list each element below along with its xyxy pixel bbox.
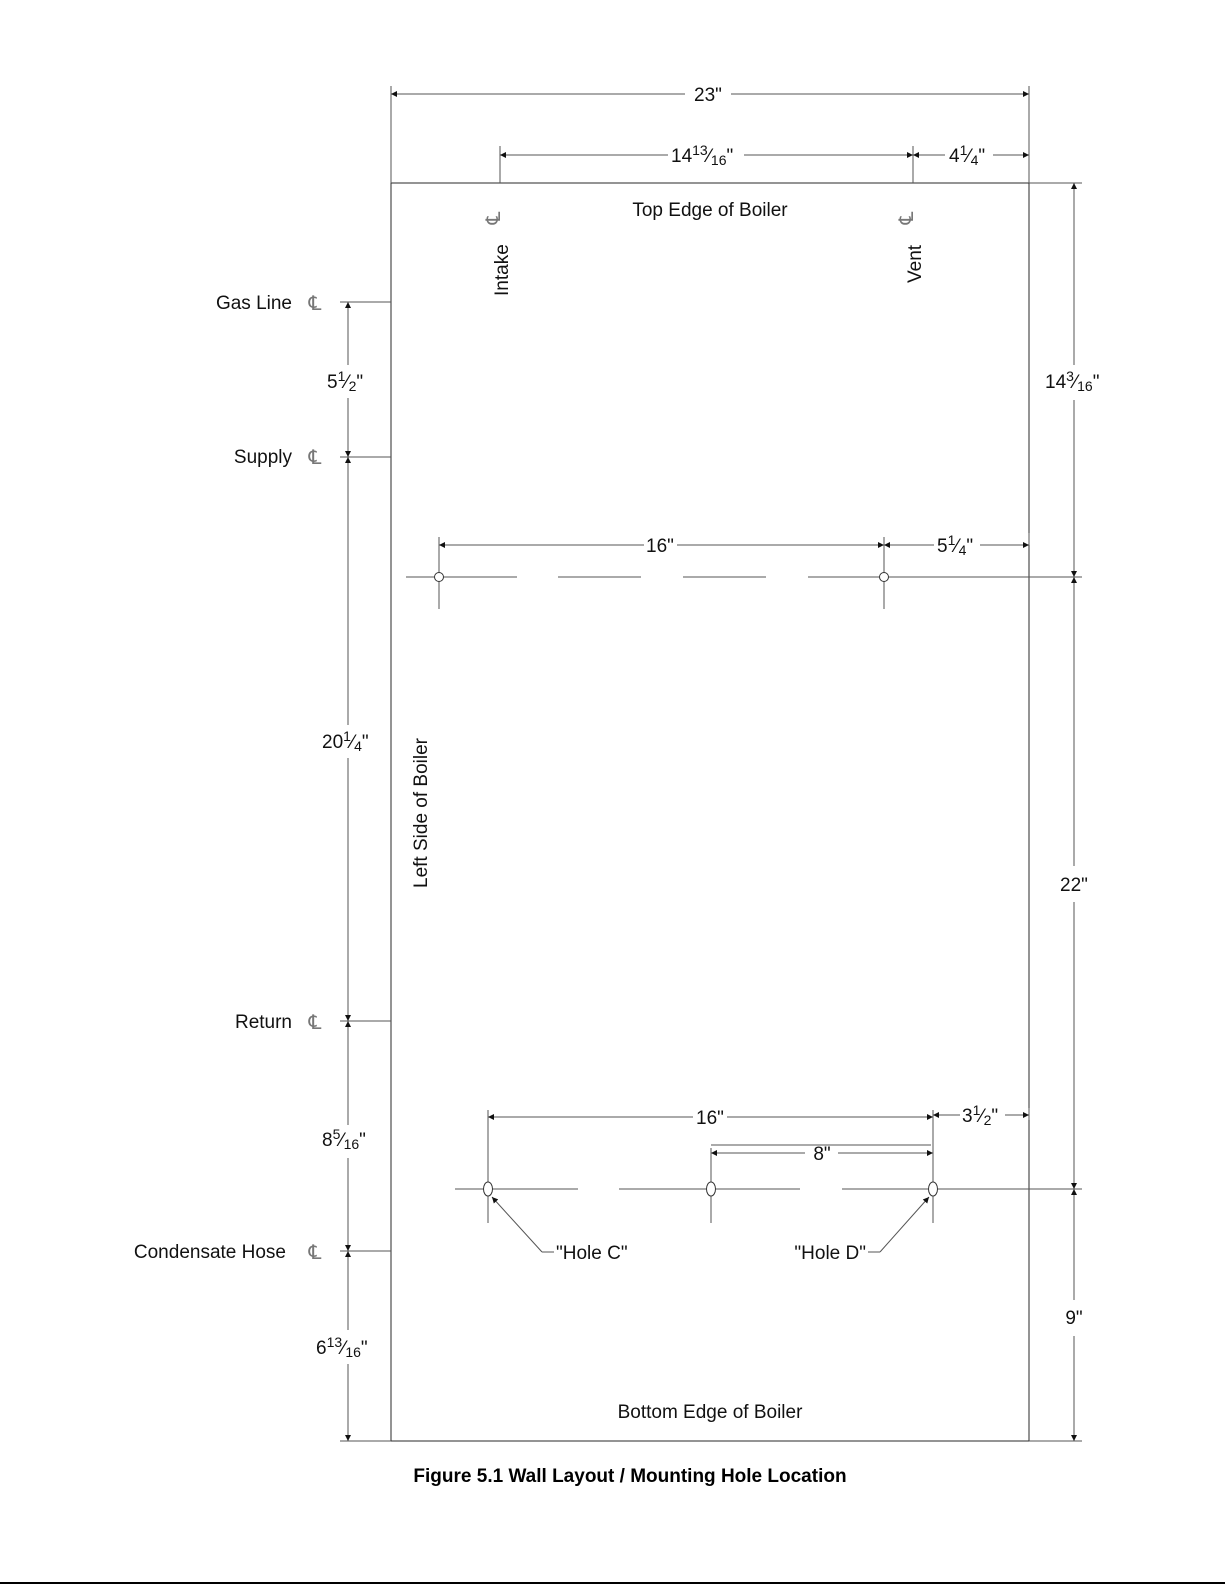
intake-label: Intake — [492, 244, 513, 296]
top-edge-label: Top Edge of Boiler — [632, 200, 788, 221]
upper-right-hole — [880, 573, 889, 582]
dim-22-label: 22" — [1060, 875, 1088, 896]
left-side-label: Left Side of Boiler — [411, 738, 432, 888]
dim-5-1-2-label: $5^1⁄2$" — [327, 368, 364, 394]
dim-lower-holes-to-bottom — [1065, 1189, 1082, 1441]
dim-23-label: 23" — [694, 85, 722, 106]
condensate-hose-label: Condensate Hose — [133, 1242, 286, 1263]
upper-mounting-holes — [406, 537, 1082, 609]
lower-middle-hole — [707, 1182, 716, 1196]
figure-caption: Figure 5.1 Wall Layout / Mounting Hole Location — [413, 1466, 847, 1487]
dim-gas-to-supply — [327, 302, 363, 457]
return-centerline-icon: ℄ — [308, 1010, 322, 1034]
dim-upper-to-lower-holes — [1060, 577, 1088, 1189]
boiler-outline — [391, 183, 1029, 1441]
dim-lower-half-spacing — [711, 1144, 933, 1165]
dim-6-13-16-label: $6^{13}⁄16$" — [316, 1334, 368, 1360]
dim-14-13-16-label: $14^{13}⁄16$" — [671, 142, 734, 168]
dim-16-lower-label: 16" — [696, 1108, 724, 1129]
supply-label: Supply — [233, 447, 292, 468]
bottom-edge-label: Bottom Edge of Boiler — [617, 1402, 803, 1423]
condensate-hose-centerline-icon: ℄ — [308, 1240, 322, 1264]
dim-lower-hole-to-right — [933, 1102, 1029, 1128]
hole-d — [929, 1182, 938, 1196]
dim-overall-width — [391, 85, 1029, 106]
intake-centerline-icon: ℄ — [481, 211, 505, 225]
dim-8-5-16-label: $8^5⁄16$" — [322, 1126, 366, 1152]
hole-c — [484, 1182, 493, 1196]
dim-8-label: 8" — [813, 1144, 831, 1165]
dim-16-upper-label: 16" — [646, 536, 674, 557]
vent-centerline-icon: ℄ — [894, 211, 918, 225]
dim-supply-to-return — [322, 457, 369, 1021]
dim-condensate-to-bottom — [316, 1251, 368, 1441]
dim-4-1-4-label: $4^1⁄4$" — [949, 142, 986, 168]
hole-c-label: "Hole C" — [556, 1243, 628, 1264]
dim-lower-holes-spacing — [488, 1108, 933, 1129]
dim-return-to-condensate — [322, 1021, 366, 1251]
vent-label: Vent — [905, 244, 926, 283]
dim-9-label: 9" — [1065, 1308, 1083, 1329]
dim-top-to-upper-holes — [1045, 183, 1099, 577]
dim-5-1-4-label: $5^1⁄4$" — [937, 532, 974, 558]
dim-14-3-16-label: $14^3⁄16$" — [1045, 368, 1100, 394]
hole-d-label: "Hole D" — [794, 1243, 866, 1264]
gas-line-centerline-icon: ℄ — [308, 291, 322, 315]
upper-left-hole — [435, 573, 444, 582]
dim-upper-holes-spacing — [439, 536, 884, 557]
dim-20-1-4-label: $20^1⁄4$" — [322, 728, 369, 754]
supply-centerline-icon: ℄ — [308, 445, 322, 469]
gas-line-label: Gas Line — [215, 293, 292, 314]
return-label: Return — [234, 1012, 292, 1033]
dim-3-1-2-label: $3^1⁄2$" — [962, 1102, 999, 1128]
dim-intake-to-vent — [500, 142, 913, 168]
dim-vent-to-right — [913, 142, 1029, 168]
dim-upper-hole-to-right — [884, 532, 1029, 558]
extension-lines — [340, 86, 1082, 1441]
